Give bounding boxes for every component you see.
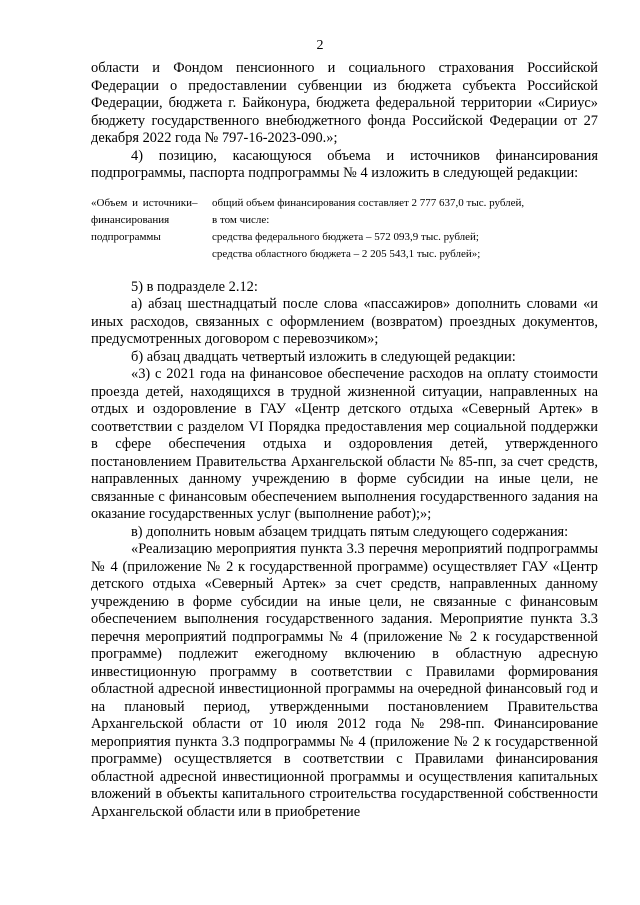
passport-including: в том числе:: [212, 213, 270, 226]
passport-dash: –: [192, 196, 198, 209]
item-5a-paragraph: а) абзац шестнадцатый после слова «пассажиров» дополнить словами «и иных расходов, связанных с оформлением (возвратом) проездных документов, предусмотренных договором с перевозчиком»;: [91, 296, 598, 347]
item-5b-paragraph: б) абзац двадцать четвертый изложить в следующей редакции:: [131, 348, 516, 365]
quote-realization-paragraph: «Реализацию мероприятия пункта 3.3 перечня мероприятий подпрограммы № 4 (приложение № 2 к государственной программе) осуществляет ГАУ «Центр детского отдыха «Северный Артек» за счет средств, направленных данному учреждению в форме субсидии на иные цели, не связанные с финансовым обеспечением выполнения государственного задания. Мероприятие пункта 3.3 перечня мероприятий подпрограммы № 4 (приложение № 2 к государственной программе) подлежит ежегодному включению в областную адресную инвестиционную программу в соответствии с Правилами формирования областной адресной инвестиционной программы на очередной финансовый год и на плановый период, утвержденными постановлением Правительства Архангельской области от 10 июля 2012 года № 298-пп. Финансирование мероприятия пункта 3.3 подпрограммы № 4 (приложение № 2 к государственной программе) осуществляется в соответствии с Правилами финансирования областной адресной инвестиционной программы и осуществления капитальных вложений в объекты капитального строительства государственной собственности Архангельской области или в приобретение: [91, 541, 598, 820]
document-body: [91, 60, 598, 821]
passport-values: [212, 195, 598, 263]
passport-federal: средства федерального бюджета – 572 093,9 тыс. рублей;: [212, 230, 479, 243]
intro-paragraph: области и Фондом пенсионного и социального страхования Российской Федерации о предоставлении субвенции из бюджета субъекта Российской Федерации, бюджета г. Байконура, бюджета федеральной территории «Сириус» бюджету государственного внебюджетного фонда Российской Федерации от 27 декабря 2022 года № 797-16-2023-090.»;: [91, 60, 598, 146]
quote-3-paragraph: «3) с 2021 года на финансовое обеспечение расходов на оплату стоимости проезда детей, находящихся в трудной жизненной ситуации, направленных на отдых и оздоровление в ГАУ «Центр детского отдыха «Северный Артек» в соответствии с разделом VI Порядка предоставления мер социальной поддержки в сфере обеспечения отдыха и оздоровления детей, утвержденного постановлением Правительства Архангельской области № 85-пп, за счет средств, направленных данному учреждению в форме субсидии на иные цели, не связанные с финансовым обеспечением выполнения государственного задания на оказание государственных услуг (выполнение работ);»;: [91, 366, 598, 522]
passport-table: [91, 195, 598, 263]
page-number: 2: [316, 38, 324, 53]
item-5-paragraph: 5) в подразделе 2.12:: [131, 278, 258, 295]
item-4-paragraph: 4) позицию, касающуюся объема и источников финансирования подпрограммы, паспорта подпрограммы № 4 изложить в следующей редакции:: [91, 147, 598, 181]
item-5v-paragraph: в) дополнить новым абзацем тридцать пятым следующего содержания:: [131, 523, 569, 540]
passport-regional: средства областного бюджета – 2 205 543,1 тыс. рублей»;: [212, 247, 481, 260]
passport-total: общий объем финансирования составляет 2 777 637,0 тыс. рублей,: [212, 196, 525, 209]
passport-label: «Объем и источники финансирования подпрограммы: [91, 196, 192, 243]
